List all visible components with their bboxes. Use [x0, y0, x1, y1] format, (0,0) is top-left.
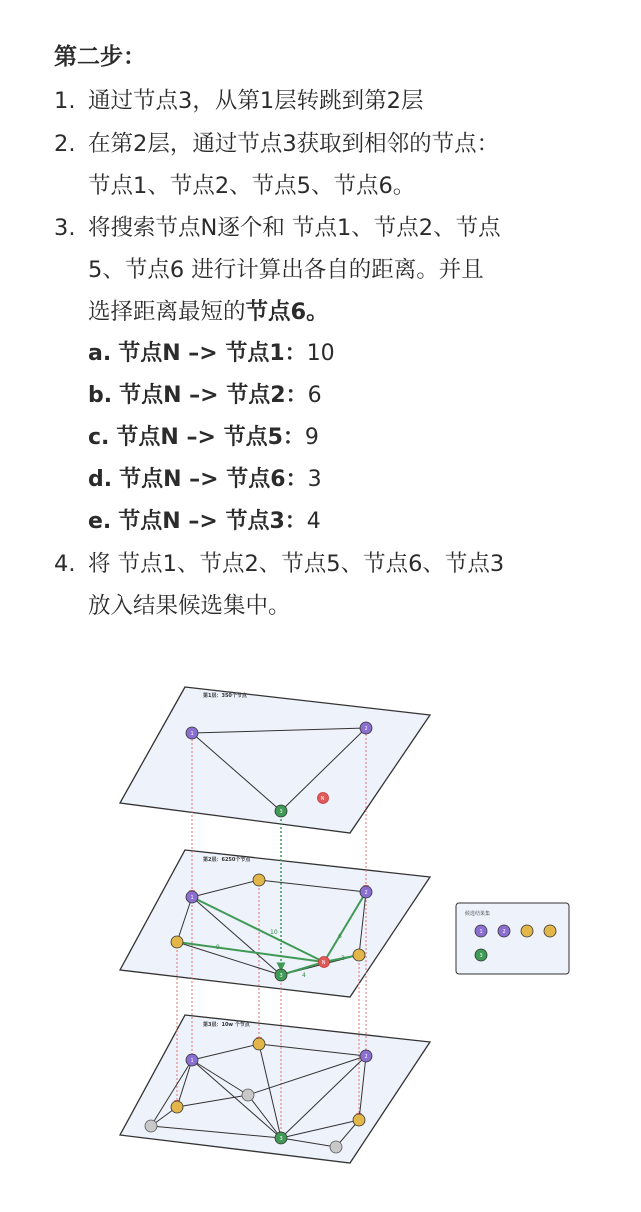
- edge-label: 6: [338, 933, 342, 940]
- node-gray: [145, 1120, 157, 1132]
- distance-value: 9: [304, 425, 319, 450]
- node-label: 2: [364, 1054, 368, 1060]
- step-3-number: 3.: [54, 215, 76, 241]
- step-4-text-line1: 将 节点1、节点2、节点5、节点6、节点3: [88, 551, 505, 577]
- node-label: 3: [279, 1136, 283, 1142]
- node-gray: [242, 1089, 254, 1101]
- edge-label: 4: [302, 972, 306, 979]
- step-1-number: 1.: [54, 88, 76, 114]
- node-label: 2: [364, 726, 368, 732]
- layer-2-title: 第2层：6250个节点: [203, 857, 251, 863]
- node-label: 1: [190, 1058, 194, 1064]
- node-6: [353, 949, 365, 961]
- node-label: N: [320, 796, 325, 802]
- step-3-bold: 节点6。: [245, 299, 329, 325]
- node-5: [171, 936, 183, 948]
- distance-item: [88, 465, 322, 495]
- distance-pair: 节点N –> 节点5：: [116, 425, 305, 450]
- distance-value: 10: [306, 341, 335, 366]
- node-gray: [330, 1141, 342, 1153]
- node-label: 2: [364, 890, 368, 896]
- distance-label: c.: [88, 425, 110, 450]
- distance-pair: 节点N –> 节点3：: [118, 509, 307, 534]
- node-yellow: [253, 874, 265, 886]
- distance-item: [88, 423, 319, 453]
- node-6: [353, 1114, 365, 1126]
- distance-item: [88, 381, 322, 411]
- layer-1-title: 第1层：350个节点: [203, 693, 247, 699]
- step-3-plain: 选择距离最短的: [88, 299, 246, 325]
- distance-value: 4: [306, 509, 321, 534]
- step-3-text-line3: [88, 297, 329, 327]
- distance-label: b.: [88, 383, 113, 408]
- node-label: 3: [279, 973, 283, 979]
- layer-3-plane: [120, 1015, 430, 1163]
- node-label: 3: [279, 809, 283, 815]
- step-2-text-line2: 节点1、节点2、节点5、节点6。: [88, 173, 416, 199]
- node-yellow: [253, 1038, 265, 1050]
- step-2-number: 2.: [54, 131, 76, 157]
- distance-label: d.: [88, 467, 113, 492]
- edge-label: 10: [270, 929, 278, 936]
- candidate-node-5: [521, 925, 533, 937]
- layer-3-title: 第3层：10w 个节点: [203, 1022, 250, 1028]
- node-5: [171, 1101, 183, 1113]
- node-label: 1: [190, 731, 194, 737]
- step-1-text: 通过节点3，从第1层转跳到第2层: [88, 88, 424, 114]
- edge-label: 3: [341, 955, 345, 962]
- distance-label: e.: [88, 509, 112, 534]
- step-3-text-line1: 将搜索节点N逐个和 节点1、节点2、节点: [88, 215, 501, 241]
- node-label: 2: [502, 929, 506, 935]
- distance-item: [88, 507, 321, 537]
- step-4-number: 4.: [54, 551, 76, 577]
- node-label: N: [321, 960, 326, 966]
- distance-pair: 节点N –> 节点1：: [118, 341, 307, 366]
- step-2-text-line1: 在第2层，通过节点3获取到相邻的节点：: [88, 131, 500, 157]
- distance-value: 6: [307, 383, 322, 408]
- distance-label: a.: [88, 341, 112, 366]
- hnsw-layers-diagram: [0, 655, 641, 1175]
- distance-item: [88, 339, 335, 369]
- distance-pair: 节点N –> 节点6：: [119, 467, 308, 492]
- candidate-node-6: [544, 925, 556, 937]
- distance-pair: 节点N –> 节点2：: [119, 383, 308, 408]
- node-label: 1: [479, 929, 483, 935]
- step-3-text-line2: 5、节点6 进行计算出各自的距离。并且: [88, 257, 484, 283]
- node-label: 1: [190, 895, 194, 901]
- distance-value: 3: [307, 467, 322, 492]
- node-label: 3: [479, 953, 483, 959]
- edge-label: 9: [216, 944, 220, 951]
- section-heading: 第二步：: [54, 44, 146, 70]
- candidate-set-box: [456, 903, 569, 974]
- step-4-text-line2: 放入结果候选集中。: [88, 593, 291, 619]
- candidate-set-title: 候选结果集: [465, 911, 491, 917]
